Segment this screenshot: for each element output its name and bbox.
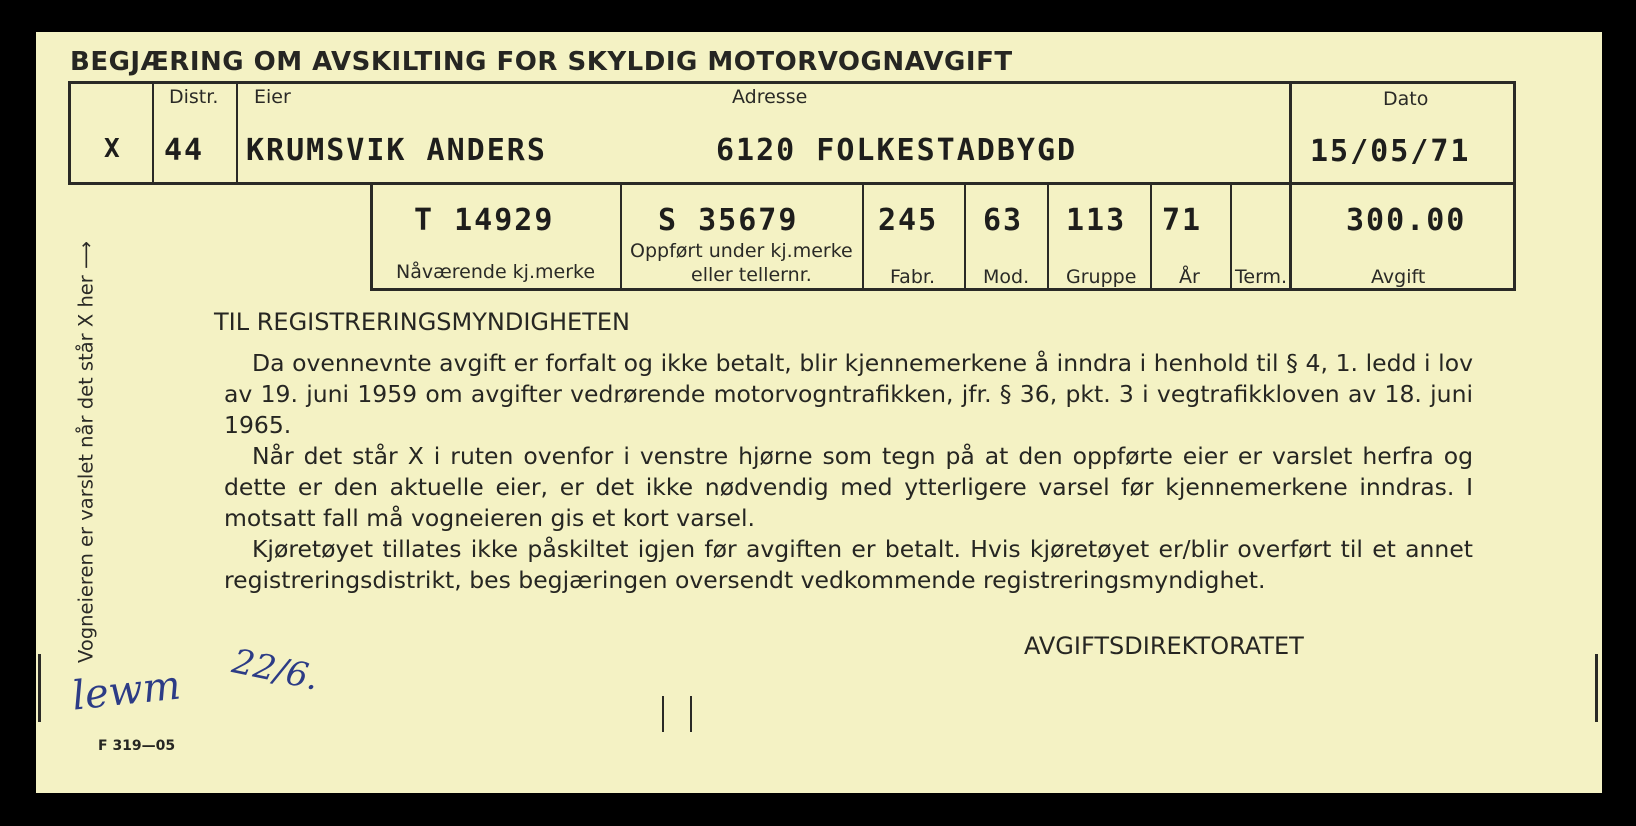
paragraph-2: Når det står X i ruten ovenfor i venstre hjørne som tegn på at den oppførte eier er varslet herfra og dette er den aktuelle eier, er det ikke nødvendig med ytterligere varsel før kjennemerkene inndras. I motsatt fall må vogneieren gis et kort varsel. <box>224 442 1473 532</box>
owner-value: KRUMSVIK ANDERS <box>246 133 547 168</box>
vertical-note-text: Vogneieren er varslet når det står X her <box>74 275 98 664</box>
form-number: F 319—05 <box>98 738 176 754</box>
registered-plate-value: S 35679 <box>658 203 799 238</box>
paragraph-3: Kjøretøyet tillates ikke påskiltet igjen før avgiften er betalt. Hvis kjøretøyet er/blir overført til et annet registreringsdistrikt, bes begjæringen oversendt vedkommende registreringsmyndighet. <box>224 535 1473 594</box>
recipient-heading: TIL REGISTRERINGSMYNDIGHETEN <box>214 308 630 336</box>
ar-label: År <box>1179 266 1200 288</box>
gruppe-value: 113 <box>1066 203 1127 238</box>
form-sheet <box>36 32 1602 793</box>
fabr-label: Fabr. <box>890 266 935 288</box>
form-title: BEGJÆRING OM AVSKILTING FOR SKYLDIG MOTORVOGNAVGIFT <box>70 47 1013 77</box>
current-plate-label: Nåværende kj.merke <box>396 261 596 283</box>
cut-mark-2 <box>690 696 692 732</box>
date-label: Dato <box>1383 88 1429 110</box>
owner-label: Eier <box>254 86 291 108</box>
registered-plate-label: Oppført under kj.merke <box>630 240 853 262</box>
edge-mark-right <box>1595 654 1598 722</box>
address-label: Adresse <box>732 86 808 108</box>
vertical-note <box>75 241 98 663</box>
arrow-right-icon: ⟶ <box>74 240 98 269</box>
edge-mark-left <box>38 654 41 722</box>
ar-value: 71 <box>1162 203 1203 238</box>
distr-label: Distr. <box>169 86 219 108</box>
avgift-label: Avgift <box>1371 266 1426 288</box>
registered-plate-label-2: eller tellernr. <box>691 264 812 286</box>
term-label: Term. <box>1235 266 1288 288</box>
distr-value: 44 <box>164 133 205 168</box>
address-value: 6120 FOLKESTADBYGD <box>716 133 1078 168</box>
fabr-value: 245 <box>878 203 939 238</box>
paragraph-1: Da ovennevnte avgift er forfalt og ikke betalt, blir kjennemerkene å inndra i henhold til § 4, 1. ledd i lov av 19. juni 1959 om avgifter vedrørende motorvogntrafikken, jfr. § 36, pkt. 3 i vegtrafikkloven av 18. juni 1965. <box>224 349 1473 439</box>
date-value: 15/05/71 <box>1310 134 1471 169</box>
avgift-value: 300.00 <box>1346 203 1467 238</box>
gruppe-label: Gruppe <box>1066 266 1137 288</box>
signature-authority: AVGIFTSDIREKTORATET <box>1024 632 1304 660</box>
mod-label: Mod. <box>983 266 1030 288</box>
current-plate-value: T 14929 <box>414 203 555 238</box>
cut-mark-1 <box>662 696 664 732</box>
notified-mark: X <box>104 134 122 164</box>
handwritten-date: 22/6. <box>228 641 323 699</box>
handwritten-initials: lewm <box>69 662 183 720</box>
mod-value: 63 <box>983 203 1024 238</box>
